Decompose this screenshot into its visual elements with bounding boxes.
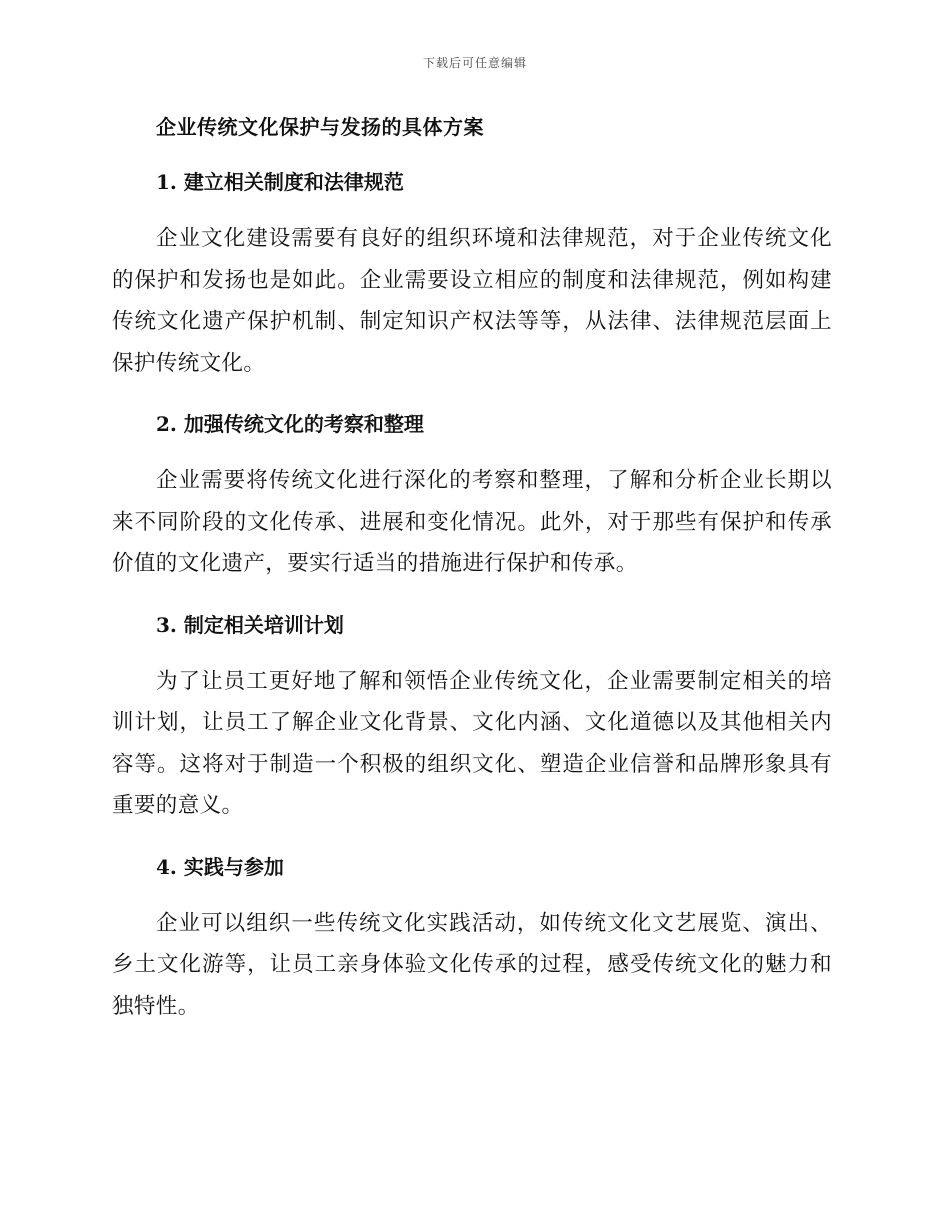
section-paragraph: 企业需要将传统文化进行深化的考察和整理，了解和分析企业长期以来不同阶段的文化传承、进展和变化情况。此外，对于那些有保护和传承价值的文化遗产，要实行适当的措施进行保护和传承。 bbox=[112, 468, 832, 576]
section-heading: 4. 实践与参加 bbox=[156, 854, 284, 879]
header-note: 下载后可任意编辑 bbox=[422, 56, 527, 70]
section-heading: 2. 加强传统文化的考察和整理 bbox=[156, 412, 424, 436]
section-paragraph: 为了让员工更好地了解和领悟企业传统文化，企业需要制定相关的培训计划，让员工了解企业文化背景、文化内涵、文化道德以及其他相关内容等。这将对于制造一个积极的组织文化、塑造企业信誉和品牌形象具有重要的意义。 bbox=[112, 668, 832, 818]
section-heading: 1. 建立相关制度和法律规范 bbox=[156, 170, 404, 194]
section-4 bbox=[112, 852, 832, 1028]
document-content bbox=[112, 112, 832, 1027]
section-heading: 3. 制定相关培训计划 bbox=[156, 612, 344, 637]
section-2 bbox=[112, 409, 832, 585]
document-title: 企业传统文化保护与发扬的具体方案 bbox=[156, 115, 484, 139]
section-paragraph: 企业可以组织一些传统文化实践活动，如传统文化文艺展览、演出、乡土文化游等，让员工亲身体验文化传承的过程，感受传统文化的魅力和独特性。 bbox=[112, 910, 832, 1019]
section-paragraph: 企业文化建设需要有良好的组织环境和法律规范，对于企业传统文化的保护和发扬也是如此。企业需要设立相应的制度和法律规范，例如构建传统文化遗产保护机制、制定知识产权法等等，从法律、法律规范层面上保护传统文化。 bbox=[112, 226, 832, 376]
section-3 bbox=[112, 610, 832, 827]
section-1 bbox=[112, 167, 832, 384]
